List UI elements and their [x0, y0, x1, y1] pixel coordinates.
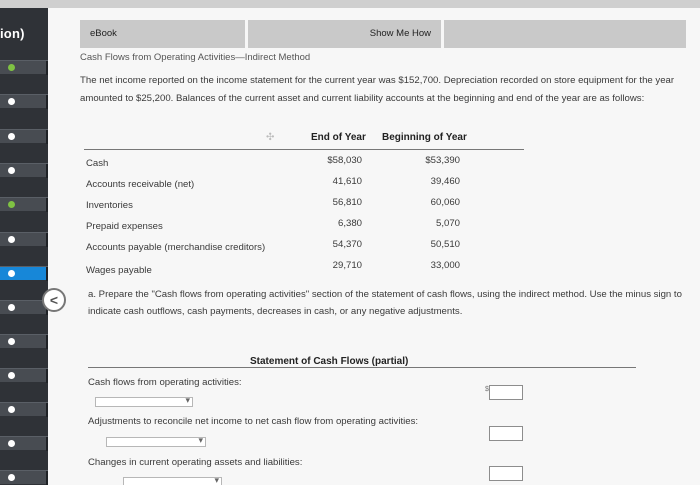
- header-end-of-year: End of Year: [311, 132, 366, 143]
- nav-item-13[interactable]: [0, 470, 48, 484]
- row-end-value: 54,370: [332, 239, 362, 250]
- dot-icon: [8, 338, 15, 345]
- nav-item-5[interactable]: [0, 197, 48, 211]
- row-begin-value: $53,390: [425, 155, 460, 166]
- dot-icon: [8, 133, 15, 140]
- row-label: Inventories: [86, 200, 133, 211]
- loading-icon: ✣: [266, 132, 275, 143]
- row-begin-value: 50,510: [430, 239, 460, 250]
- row-begin-value: 60,060: [430, 197, 460, 208]
- nav-item-6[interactable]: [0, 232, 48, 246]
- row-label: Accounts receivable (net): [86, 179, 195, 190]
- row-end-value: 56,810: [332, 197, 362, 208]
- statement-rule: [88, 367, 636, 368]
- row-label: Accounts payable (merchandise creditors): [86, 242, 266, 253]
- dot-icon: [8, 372, 15, 379]
- change-amount-input[interactable]: [489, 466, 523, 481]
- nav-item-12[interactable]: [0, 436, 48, 450]
- dot-icon: [8, 236, 15, 243]
- nav-item-11[interactable]: [0, 402, 48, 416]
- nav-item-1[interactable]: [0, 60, 48, 74]
- change-select[interactable]: [123, 477, 222, 485]
- question-text: a. Prepare the "Cash flows from operating activities" section of the statement of cash flows, using the indirect method. Use the minus sign to indicate cash outflows, cash payments, decreases in cash, or any negative adjustments.: [88, 289, 682, 317]
- row-end-value: 29,710: [332, 260, 362, 271]
- adjustment-amount-input[interactable]: [489, 426, 523, 441]
- top-strip: [0, 0, 700, 8]
- ebook-tab[interactable]: eBook: [80, 20, 245, 48]
- nav-item-8[interactable]: [0, 300, 48, 314]
- row-label: Cash: [86, 158, 109, 169]
- row-begin-value: 5,070: [435, 218, 460, 229]
- statement-title: Statement of Cash Flows (partial): [250, 356, 409, 367]
- question-nav-sidebar: [0, 8, 48, 485]
- net-income-amount-input[interactable]: [489, 385, 523, 400]
- dot-icon: [8, 406, 15, 413]
- currency-symbol: $: [485, 386, 489, 393]
- back-chevron-icon[interactable]: <: [42, 288, 66, 312]
- dot-icon: [8, 98, 15, 105]
- net-income-select[interactable]: [95, 397, 193, 407]
- nav-item-4[interactable]: [0, 163, 48, 177]
- header-beginning-of-year: Beginning of Year: [382, 132, 467, 143]
- row-end-value: 6,380: [337, 218, 362, 229]
- dot-icon: [8, 167, 15, 174]
- brand-label: ion): [0, 26, 25, 41]
- row-end-value: 41,610: [332, 176, 362, 187]
- row-label: Wages payable: [86, 265, 152, 276]
- dot-icon: [8, 440, 15, 447]
- row-begin-value: 33,000: [430, 260, 460, 271]
- row-label: Prepaid expenses: [86, 221, 163, 232]
- nav-item-7[interactable]: [0, 266, 48, 280]
- header-rule: [84, 149, 524, 150]
- section-title: Cash Flows from Operating Activities—Indirect Method: [80, 52, 311, 63]
- cash-flows-label: Cash flows from operating activities:: [88, 377, 242, 388]
- dot-icon: [8, 304, 15, 311]
- changes-label: Changes in current operating assets and liabilities:: [88, 457, 303, 468]
- adjustments-label: Adjustments to reconcile net income to net cash flow from operating activities:: [88, 416, 419, 427]
- question-panel: [48, 8, 700, 485]
- nav-item-10[interactable]: [0, 368, 48, 382]
- dot-icon: [8, 474, 15, 481]
- row-begin-value: 39,460: [430, 176, 460, 187]
- row-end-value: $58,030: [327, 155, 362, 166]
- problem-intro: The net income reported on the income statement for the current year was $152,700. Depreciation recorded on store equipment for the year amounted to $25,200. Balances of the current asset and current liability accounts at the beginning and end of the year are as follows:: [80, 75, 675, 104]
- adjustment-select[interactable]: [106, 437, 206, 447]
- nav-item-3[interactable]: [0, 129, 48, 143]
- toolbar-spacer: [444, 20, 686, 48]
- nav-item-9[interactable]: [0, 334, 48, 348]
- check-icon: [8, 64, 15, 71]
- nav-item-2[interactable]: [0, 94, 48, 108]
- check-icon: [8, 201, 15, 208]
- show-me-how-tab[interactable]: Show Me How: [248, 20, 441, 48]
- dot-icon: [8, 270, 15, 277]
